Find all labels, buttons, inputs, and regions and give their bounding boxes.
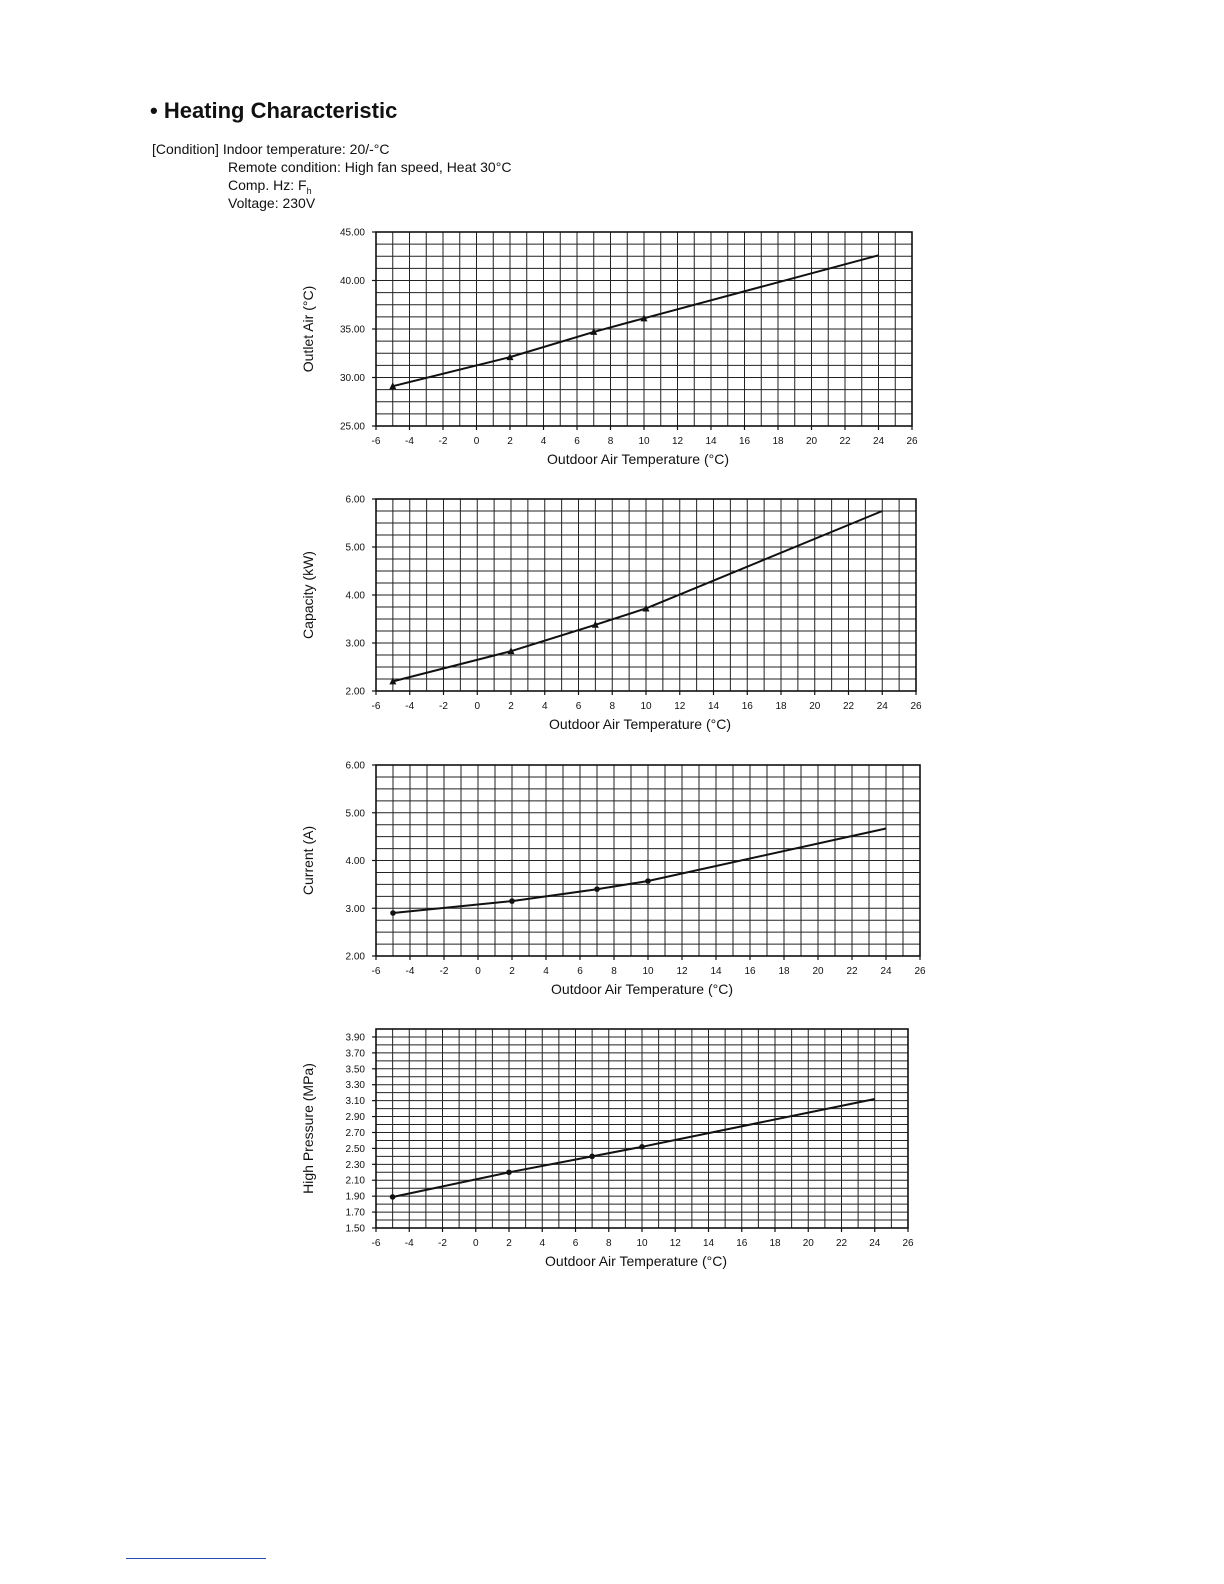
y-tick-label: 3.10 [345, 1096, 365, 1108]
chart-svg [280, 755, 940, 1002]
y-tick-label: 1.50 [345, 1223, 365, 1235]
data-point-marker [506, 1169, 512, 1175]
chart-capacity [280, 489, 940, 737]
y-tick-label: 4.00 [345, 590, 365, 602]
x-tick-label: 18 [778, 966, 790, 977]
y-tick-label: 1.90 [345, 1191, 365, 1203]
y-tick-label: 2.30 [345, 1159, 365, 1171]
data-point-marker [639, 1144, 645, 1150]
series-line [393, 829, 886, 914]
data-point-marker [509, 898, 515, 904]
y-tick-label: 1.70 [345, 1207, 365, 1219]
x-tick-label: 22 [846, 966, 858, 977]
x-tick-label: 10 [640, 701, 652, 712]
chart-high-pressure [280, 1019, 940, 1274]
y-tick-label: 6.00 [345, 494, 365, 506]
x-axis-label: Outdoor Air Temperature (°C) [549, 716, 731, 732]
x-tick-label: 14 [705, 436, 717, 447]
x-tick-label: -2 [438, 1238, 447, 1249]
chart-svg [280, 222, 940, 472]
page-title: • Heating Characteristic [150, 98, 398, 123]
series-line [393, 255, 879, 386]
x-tick-label: 16 [738, 436, 751, 447]
condition-voltage: Voltage: 230V [228, 195, 316, 211]
x-axis-label: Outdoor Air Temperature (°C) [545, 1253, 727, 1269]
x-tick-label: 0 [475, 966, 481, 977]
x-tick-label: 2 [506, 1238, 512, 1249]
y-tick-label: 2.10 [345, 1175, 365, 1187]
x-tick-label: 18 [772, 436, 784, 447]
data-point-marker [390, 910, 396, 916]
y-axis-label: Capacity (kW) [300, 551, 316, 639]
y-tick-label: 3.00 [345, 903, 365, 915]
x-tick-label: 16 [744, 966, 756, 977]
x-tick-label: 2 [507, 436, 513, 447]
x-tick-label: 6 [572, 1238, 579, 1249]
x-tick-label: 12 [671, 436, 684, 447]
x-tick-label: 18 [769, 1238, 781, 1249]
y-axis-label: Outlet Air (°C) [300, 285, 316, 373]
x-tick-label: 26 [914, 966, 926, 977]
y-tick-label: 2.70 [345, 1127, 365, 1139]
x-tick-label: 16 [741, 701, 753, 712]
x-tick-label: 8 [607, 436, 614, 447]
x-tick-label: 24 [880, 966, 892, 977]
chart-outlet-air [280, 222, 940, 472]
x-tick-label: -2 [439, 701, 448, 712]
x-tick-label: 24 [876, 701, 888, 712]
y-tick-label: 35.00 [339, 324, 365, 336]
x-tick-label: 2 [509, 966, 515, 977]
x-axis-label: Outdoor Air Temperature (°C) [547, 451, 729, 467]
y-tick-label: 5.00 [345, 808, 365, 820]
data-point-marker [589, 1154, 595, 1160]
condition-remote: Remote condition: High fan speed, Heat 30°C [228, 159, 512, 175]
x-tick-label: 4 [539, 1238, 546, 1249]
x-tick-label: 14 [702, 1238, 715, 1249]
x-tick-label: 26 [902, 1238, 914, 1249]
y-tick-label: 40.00 [339, 276, 365, 287]
series-line [393, 511, 882, 681]
x-tick-label: 14 [710, 966, 722, 977]
y-tick-label: 4.00 [345, 856, 365, 867]
x-tick-label: 16 [736, 1238, 748, 1249]
y-axis-label: Current (A) [300, 825, 316, 896]
x-tick-label: -4 [405, 701, 415, 712]
x-tick-label: 26 [906, 436, 918, 447]
x-tick-label: 20 [809, 701, 821, 712]
x-tick-label: 20 [812, 966, 824, 977]
y-tick-label: 2.00 [345, 686, 365, 698]
x-tick-label: 24 [872, 436, 885, 447]
condition-indoor-temperature: [Condition] Indoor temperature: 20/-°C [152, 141, 390, 157]
x-tick-label: -4 [404, 1238, 414, 1249]
y-tick-label: 5.00 [345, 542, 365, 554]
x-tick-label: 12 [676, 966, 688, 977]
x-tick-label: 24 [869, 1238, 881, 1249]
y-tick-label: 3.70 [345, 1048, 365, 1060]
x-tick-label: 22 [842, 701, 855, 712]
y-tick-label: 2.50 [345, 1143, 365, 1155]
x-tick-label: 18 [775, 701, 787, 712]
x-tick-label: 8 [611, 966, 617, 977]
x-tick-label: -2 [438, 436, 448, 447]
y-tick-label: 2.90 [345, 1112, 365, 1124]
x-tick-label: 12 [674, 701, 686, 712]
x-tick-label: 2 [508, 701, 514, 712]
x-tick-label: 0 [474, 701, 481, 712]
x-tick-label: 14 [707, 701, 720, 712]
x-tick-label: -6 [371, 966, 381, 977]
x-tick-label: -2 [439, 966, 449, 977]
x-axis-label: Outdoor Air Temperature (°C) [551, 981, 733, 997]
y-tick-label: 30.00 [339, 373, 365, 384]
y-tick-label: 3.90 [345, 1032, 365, 1044]
x-tick-label: 4 [543, 966, 549, 977]
data-point-marker [645, 878, 651, 884]
y-tick-label: 45.00 [339, 227, 365, 239]
x-tick-label: 20 [805, 436, 818, 447]
x-tick-label: -6 [371, 701, 381, 712]
comp-hz-subscript: h [306, 185, 312, 196]
x-tick-label: 12 [669, 1238, 681, 1249]
x-tick-label: 20 [802, 1238, 814, 1249]
x-tick-label: 4 [540, 436, 547, 447]
y-tick-label: 3.00 [345, 638, 365, 650]
data-point-marker [390, 1194, 396, 1200]
x-tick-label: 6 [574, 436, 580, 447]
x-tick-label: 0 [473, 436, 480, 447]
y-tick-label: 6.00 [345, 760, 365, 772]
y-tick-label: 3.50 [345, 1064, 365, 1076]
x-tick-label: 10 [636, 1238, 648, 1249]
x-tick-label: -4 [405, 966, 415, 977]
x-tick-label: 6 [577, 966, 583, 977]
footer-divider [126, 1558, 266, 1559]
data-point-marker [594, 886, 600, 892]
x-tick-label: 6 [575, 701, 582, 712]
x-tick-label: -6 [371, 436, 381, 447]
comp-hz-text: Comp. Hz: F [228, 177, 307, 193]
y-tick-label: 2.00 [345, 951, 365, 963]
y-tick-label: 3.30 [345, 1080, 365, 1092]
x-tick-label: 22 [835, 1238, 848, 1249]
x-tick-label: 0 [472, 1238, 479, 1249]
x-tick-label: 10 [638, 436, 650, 447]
chart-svg [280, 1019, 940, 1274]
chart-svg [280, 489, 940, 737]
y-tick-label: 25.00 [339, 421, 365, 433]
x-tick-label: 8 [605, 1238, 612, 1249]
x-tick-label: -4 [405, 436, 414, 447]
x-tick-label: 26 [910, 701, 922, 712]
x-tick-label: 22 [839, 436, 851, 447]
chart-current [280, 755, 940, 1002]
x-tick-label: 4 [541, 701, 548, 712]
x-tick-label: -6 [371, 1238, 381, 1249]
x-tick-label: 8 [609, 701, 616, 712]
x-tick-label: 10 [642, 966, 654, 977]
y-axis-label: High Pressure (MPa) [300, 1063, 316, 1194]
